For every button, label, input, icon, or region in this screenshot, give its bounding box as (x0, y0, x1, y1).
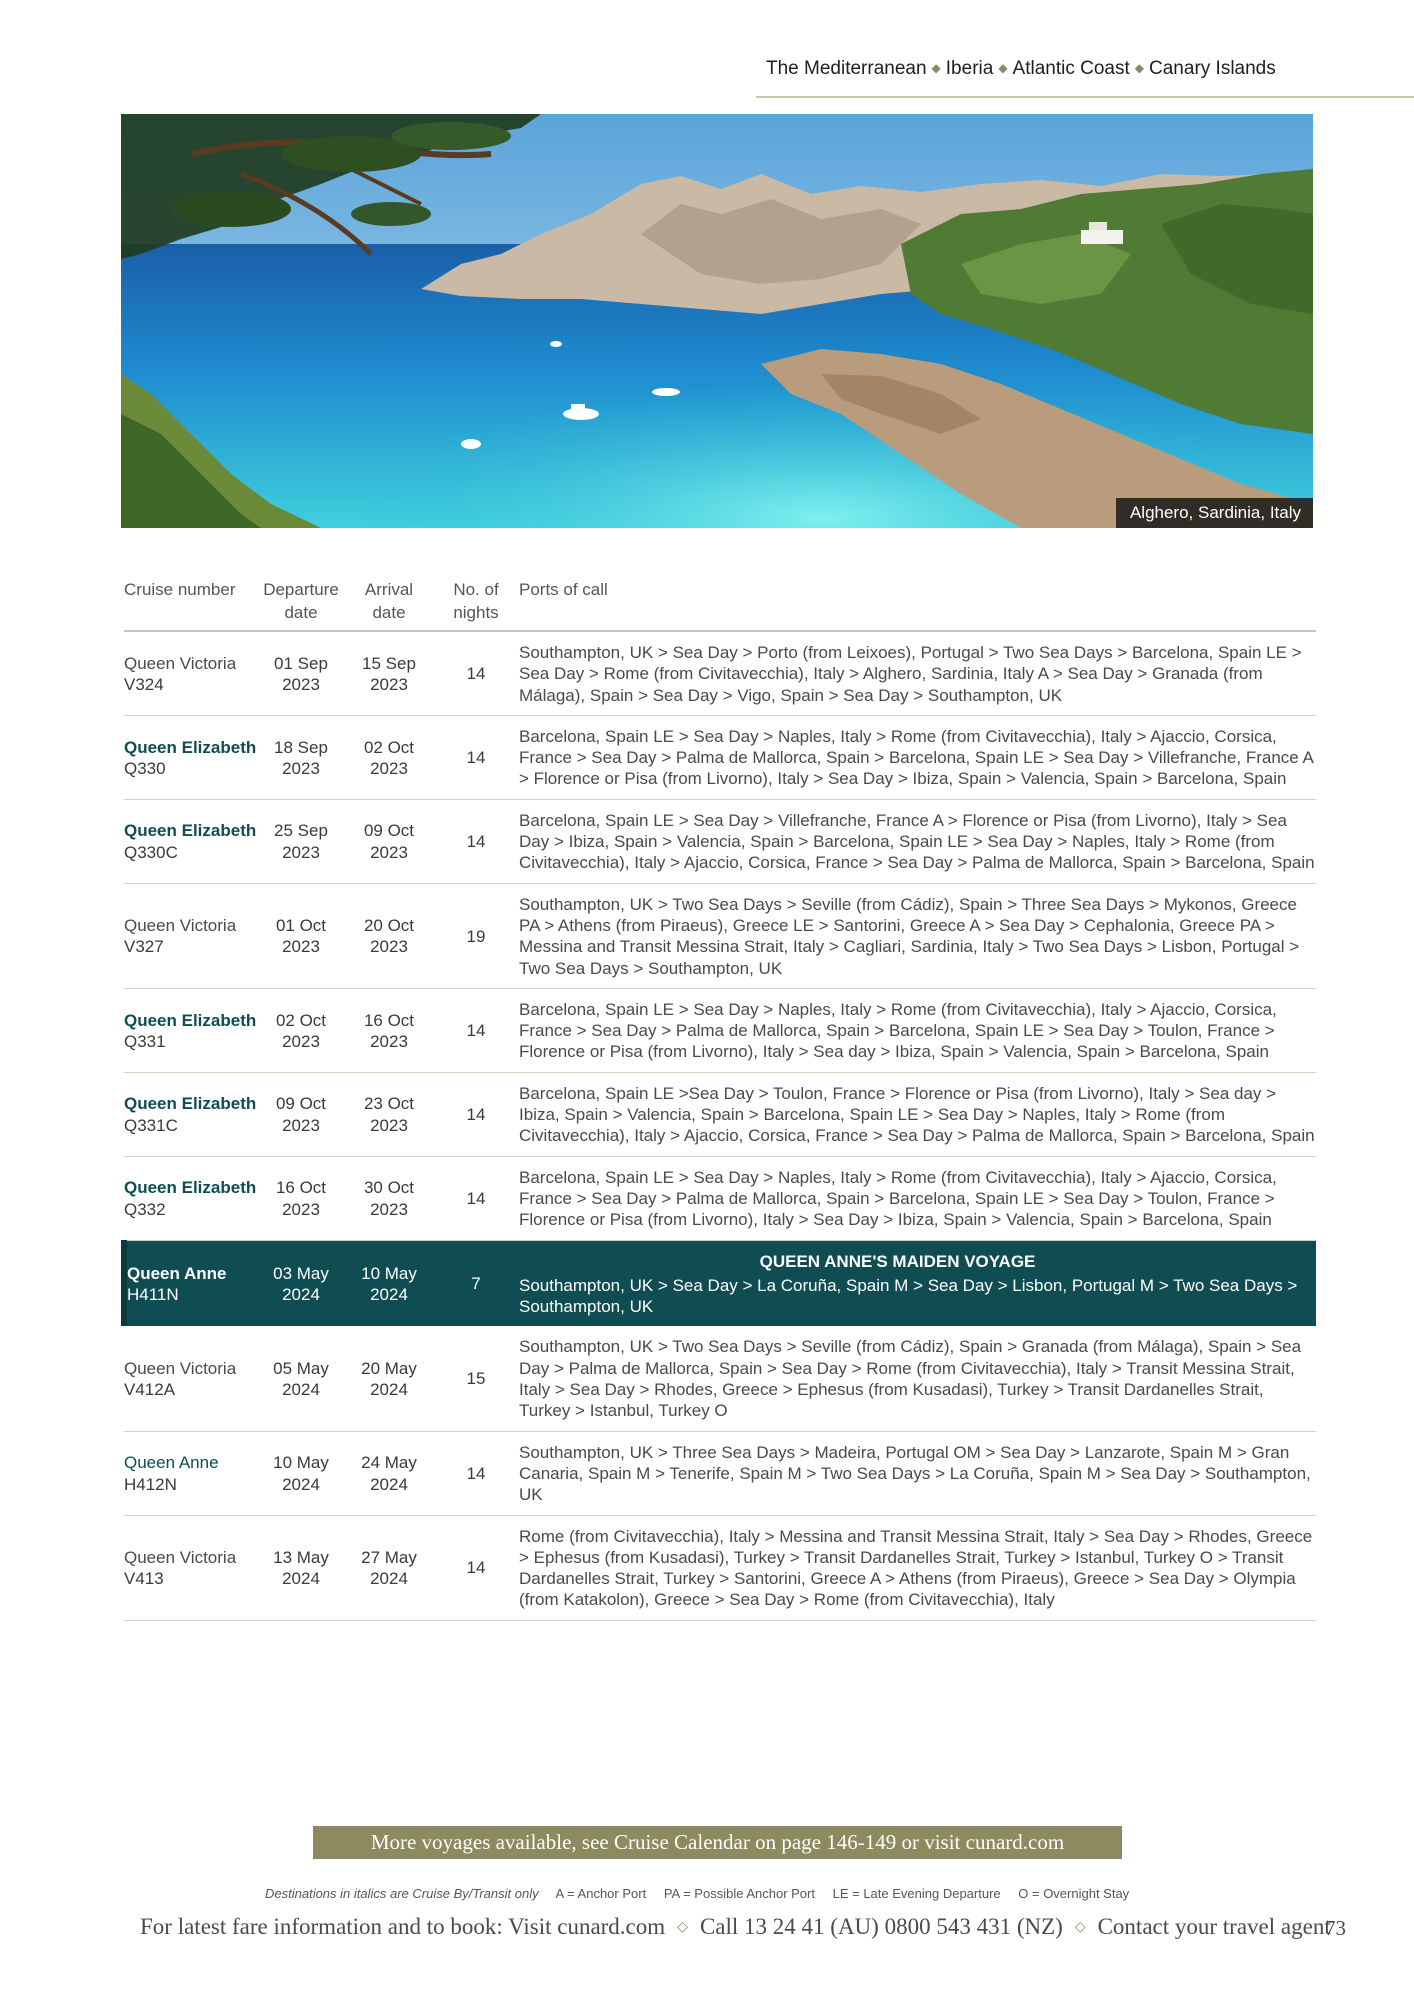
diamond-separator-icon: ◆ (998, 61, 1008, 75)
arrival-date-cell: 27 May 2024 (361, 1547, 417, 1589)
travel-agent-note: Contact your travel agent (1097, 1914, 1331, 1939)
header-arrival-date: Arrival date (364, 580, 414, 622)
fare-info-link[interactable]: For latest fare information and to book: Visit cunard.com (140, 1914, 666, 1939)
departure-date-cell: 09 Oct 2023 (275, 1094, 327, 1135)
diamond-outline-icon: ◇ (677, 1920, 688, 1935)
cruise-code: V412A (124, 1380, 176, 1400)
cruise-code: Q330 (124, 758, 166, 778)
ship-name: Queen Elizabeth (124, 1178, 257, 1198)
cruise-number-cell (124, 883, 257, 988)
arrival-date-cell: 10 May 2024 (361, 1263, 417, 1304)
more-voyages-banner[interactable]: More voyages available, see Cruise Calendar on page 146-149 or visit cunard.com (313, 1826, 1122, 1859)
legend-possible-anchor-port: PA = Possible Anchor Port (663, 1886, 815, 1901)
arrival-date-cell: 23 Oct 2023 (363, 1094, 415, 1135)
ports-of-call-cell: Barcelona, Spain LE > Sea Day > Villefranche, France A > Florence or Pisa (from Livorno), Italy > Sea Day > Ibiza, Spain > Valencia, Spain > Barcelona, Spain LE > Sea Day > Naples, Italy > Rome (from Civitavecchia), Italy > Ajaccio, Corsica, France > Sea Day > Palma de Mallorca, Spain > Barcelona, Spain (519, 810, 1315, 873)
table-row (124, 1156, 1316, 1240)
cruise-number-cell (124, 715, 257, 799)
cruise-code: Q332 (124, 1199, 166, 1219)
cruise-code: V327 (124, 937, 164, 957)
nights-cell: 14 (466, 1021, 486, 1041)
departure-date-cell: 10 May 2024 (273, 1453, 329, 1494)
table-row (124, 715, 1316, 799)
cruise-code: V324 (124, 674, 164, 694)
legend-anchor-port: A = Anchor Port (555, 1886, 647, 1901)
ship-name: Queen Elizabeth (124, 821, 257, 841)
table-row (124, 631, 1316, 715)
diamond-outline-icon: ◇ (1074, 1920, 1086, 1935)
cruise-number-cell (124, 1431, 257, 1515)
cruise-number-cell (124, 988, 257, 1072)
departure-date-cell: 18 Sep 2023 (274, 737, 328, 778)
arrival-date-cell: 09 Oct 2023 (363, 821, 415, 862)
legend-italics-note: Destinations in italics are Cruise By/Transit only (265, 1886, 539, 1901)
header-departure-date: Departure date (263, 580, 339, 622)
header-nights: No. of nights (453, 580, 499, 622)
ship-name: Queen Victoria (124, 1547, 237, 1567)
ports-of-call-cell: Southampton, UK > Sea Day > Porto (from Leixoes), Portugal > Two Sea Days > Barcelona, Spain LE > Sea Day > Rome (from Civitavecchia), Italy > Alghero, Sardinia, Italy A > Sea Day > Granada (from Málaga), Spain > Sea Day > Vigo, Spain > Sea Day > Southampton, UK (519, 643, 1302, 705)
nights-cell: 14 (466, 1558, 486, 1578)
departure-date-cell: 01 Sep 2023 (274, 653, 328, 694)
legend-overnight-stay: O = Overnight Stay (1018, 1886, 1130, 1901)
region-breadcrumb (766, 58, 1276, 80)
cruise-code: Q331C (124, 1115, 178, 1135)
nights-cell: 14 (466, 1188, 486, 1208)
maiden-voyage-row (124, 1240, 1316, 1326)
ship-name: Queen Anne (124, 1453, 219, 1473)
ship-name: Queen Anne (127, 1263, 227, 1283)
cruise-number-cell (124, 799, 257, 883)
nights-cell: 14 (466, 832, 486, 852)
cruise-code: H411N (127, 1284, 179, 1304)
arrival-date-cell: 20 Oct 2023 (363, 915, 415, 957)
cruise-number-cell (124, 1240, 257, 1326)
table-row (124, 1431, 1316, 1515)
legend-late-evening-departure: LE = Late Evening Departure (832, 1886, 1001, 1901)
nights-cell: 14 (466, 748, 486, 768)
departure-date-cell: 05 May 2024 (273, 1358, 329, 1400)
nights-cell: 7 (471, 1274, 481, 1294)
cruise-code: V413 (124, 1569, 164, 1589)
departure-date-cell: 01 Oct 2023 (275, 915, 327, 957)
header-divider (756, 96, 1414, 98)
region-mediterranean: The Mediterranean (766, 58, 927, 79)
nights-cell: 14 (466, 1463, 486, 1483)
departure-date-cell: 13 May 2024 (273, 1547, 329, 1589)
table-row (124, 883, 1316, 988)
arrival-date-cell: 02 Oct 2023 (363, 737, 415, 778)
table-row (124, 1326, 1316, 1431)
nights-cell: 19 (466, 926, 486, 946)
nights-cell: 14 (466, 1105, 486, 1125)
ship-name: Queen Victoria (124, 1358, 237, 1378)
ports-of-call-cell: Southampton, UK > Two Sea Days > Seville (from Cádiz), Spain > Three Sea Days > Mykonos, Greece PA > Athens (from Piraeus), Greece LE > Santorini, Greece A > Sea Day > Cephalonia, Greece PA > Messina and Transit Messina Strait, Italy > Cagliari, Sardinia, Italy > Two Sea Days > Lisbon, Portugal > Two Sea Days > Southampton, UK (519, 894, 1300, 978)
ports-of-call-cell: Southampton, UK > Three Sea Days > Madeira, Portugal OM > Sea Day > Lanzarote, Spain M > Gran Canaria, Spain M > Tenerife, Spain M > Two Sea Days > La Coruña, Spain M > Sea Day > Southampton, UK (519, 1442, 1311, 1505)
cruise-code: Q331 (124, 1031, 166, 1051)
coastal-bay-illustration (121, 114, 1313, 528)
diamond-separator-icon: ◆ (931, 61, 941, 75)
diamond-separator-icon: ◆ (1134, 61, 1145, 75)
ship-name: Queen Elizabeth (124, 1094, 257, 1114)
maiden-voyage-title: QUEEN ANNE'S MAIDEN VOYAGE (759, 1251, 1036, 1271)
ship-name: Queen Victoria (124, 915, 237, 935)
maiden-voyage-ports: Southampton, UK > Sea Day > La Coruña, Spain M > Sea Day > Lisbon, Portugal M > Two Sea Days > Southampton, UK (519, 1275, 1298, 1317)
cruise-number-cell (124, 1156, 257, 1240)
nights-cell: 14 (466, 664, 486, 684)
ports-of-call-cell: Barcelona, Spain LE > Sea Day > Naples, Italy > Rome (from Civitavecchia), Italy > Ajaccio, Corsica, France > Sea Day > Palma de Mallorca, Spain > Barcelona, Spain LE > Sea Day > Villefranche, France A > Florence or Pisa (from Livorno), Italy > Sea Day > Ibiza, Spain > Valencia, Spain > Barcelona, Spain (519, 726, 1313, 789)
cruise-number-cell (124, 631, 257, 715)
header-cruise-number: Cruise number (124, 580, 236, 599)
nights-cell: 15 (466, 1369, 486, 1389)
page-number: 73 (1325, 1916, 1346, 1940)
ports-of-call-cell: Barcelona, Spain LE >Sea Day > Toulon, France > Florence or Pisa (from Livorno), Italy > Sea day > Ibiza, Spain > Valencia, Spain > Barcelona, Spain LE > Sea Day > Naples, Italy > Rome (from Civitavecchia), Italy > Ajaccio, Corsica, France > Sea Day > Palma de Mallorca, Spain > Barcelona, Spain (519, 1083, 1315, 1146)
departure-date-cell: 02 Oct 2023 (275, 1010, 327, 1051)
departure-date-cell: 25 Sep 2023 (274, 821, 328, 862)
cruise-number-cell (124, 1326, 257, 1431)
ship-name: Queen Elizabeth (124, 1010, 257, 1030)
cruise-code: H412N (124, 1474, 177, 1494)
table-row (124, 1515, 1316, 1620)
ship-name: Queen Elizabeth (124, 737, 257, 757)
arrival-date-cell: 16 Oct 2023 (363, 1010, 415, 1051)
cruise-number-cell (124, 1515, 257, 1620)
cruise-code: Q330C (124, 842, 178, 862)
arrival-date-cell: 15 Sep 2023 (362, 653, 416, 694)
cruise-number-cell (124, 1072, 257, 1156)
ports-of-call-cell: Rome (from Civitavecchia), Italy > Messina and Transit Messina Strait, Italy > Sea Day > Rhodes, Greece > Ephesus (from Kusadasi), Turkey > Transit Dardanelles Strait, Turkey > Istanbul, Turkey O > Transit Dardanelles Strait, Turkey > Santorini, Greece A > Athens (from Piraeus), Greece > Sea Day > Olympia (from Katakolon), Greece > Sea Day > Rome (from Civitavecchia), Italy (519, 1526, 1313, 1610)
table-row (124, 1072, 1316, 1156)
table-row (124, 988, 1316, 1072)
arrival-date-cell: 20 May 2024 (361, 1358, 417, 1400)
region-canary-islands: Canary Islands (1149, 58, 1276, 79)
phone-numbers[interactable]: Call 13 24 41 (AU) 0800 543 431 (NZ) (699, 1914, 1063, 1939)
table-row (124, 799, 1316, 883)
arrival-date-cell: 24 May 2024 (361, 1453, 417, 1494)
region-iberia: Iberia (945, 58, 994, 79)
contact-bar (140, 1914, 1331, 1940)
hero-photo (121, 114, 1313, 528)
cruise-schedule-table (121, 572, 1316, 1621)
table-header-row (124, 572, 1316, 631)
ports-of-call-cell: Barcelona, Spain LE > Sea Day > Naples, Italy > Rome (from Civitavecchia), Italy > Ajaccio, Corsica, France > Sea Day > Palma de Mallorca, Spain > Barcelona, Spain LE > Sea Day > Toulon, France > Florence or Pisa (from Livorno), Italy > Sea day > Ibiza, Spain > Valencia, Spain > Barcelona, Spain (519, 999, 1277, 1062)
departure-date-cell: 03 May 2024 (273, 1263, 329, 1304)
ship-name: Queen Victoria (124, 653, 237, 673)
legend (265, 1886, 1143, 1901)
header-ports-of-call: Ports of call (519, 580, 608, 599)
region-atlantic-coast: Atlantic Coast (1012, 58, 1130, 79)
photo-caption: Alghero, Sardinia, Italy (1116, 498, 1313, 528)
ports-of-call-cell (519, 1240, 1316, 1326)
ports-of-call-cell: Barcelona, Spain LE > Sea Day > Naples, Italy > Rome (from Civitavecchia), Italy > Ajaccio, Corsica, France > Sea Day > Palma de Mallorca, Spain > Barcelona, Spain LE > Sea Day > Toulon, France > Florence or Pisa (from Livorno), Italy > Sea Day > Ibiza, Spain > Valencia, Spain > Barcelona, Spain (519, 1167, 1277, 1230)
arrival-date-cell: 30 Oct 2023 (363, 1178, 415, 1219)
ports-of-call-cell: Southampton, UK > Two Sea Days > Seville (from Cádiz), Spain > Granada (from Málaga), Spain > Sea Day > Palma de Mallorca, Spain > Sea Day > Rome (from Civitavecchia), Italy > Transit Messina Strait, Italy > Sea Day > Rhodes, Greece > Ephesus (from Kusadasi), Turkey > Transit Dardanelles Strait, Turkey > Istanbul, Turkey O (519, 1337, 1302, 1421)
departure-date-cell: 16 Oct 2023 (275, 1178, 327, 1219)
